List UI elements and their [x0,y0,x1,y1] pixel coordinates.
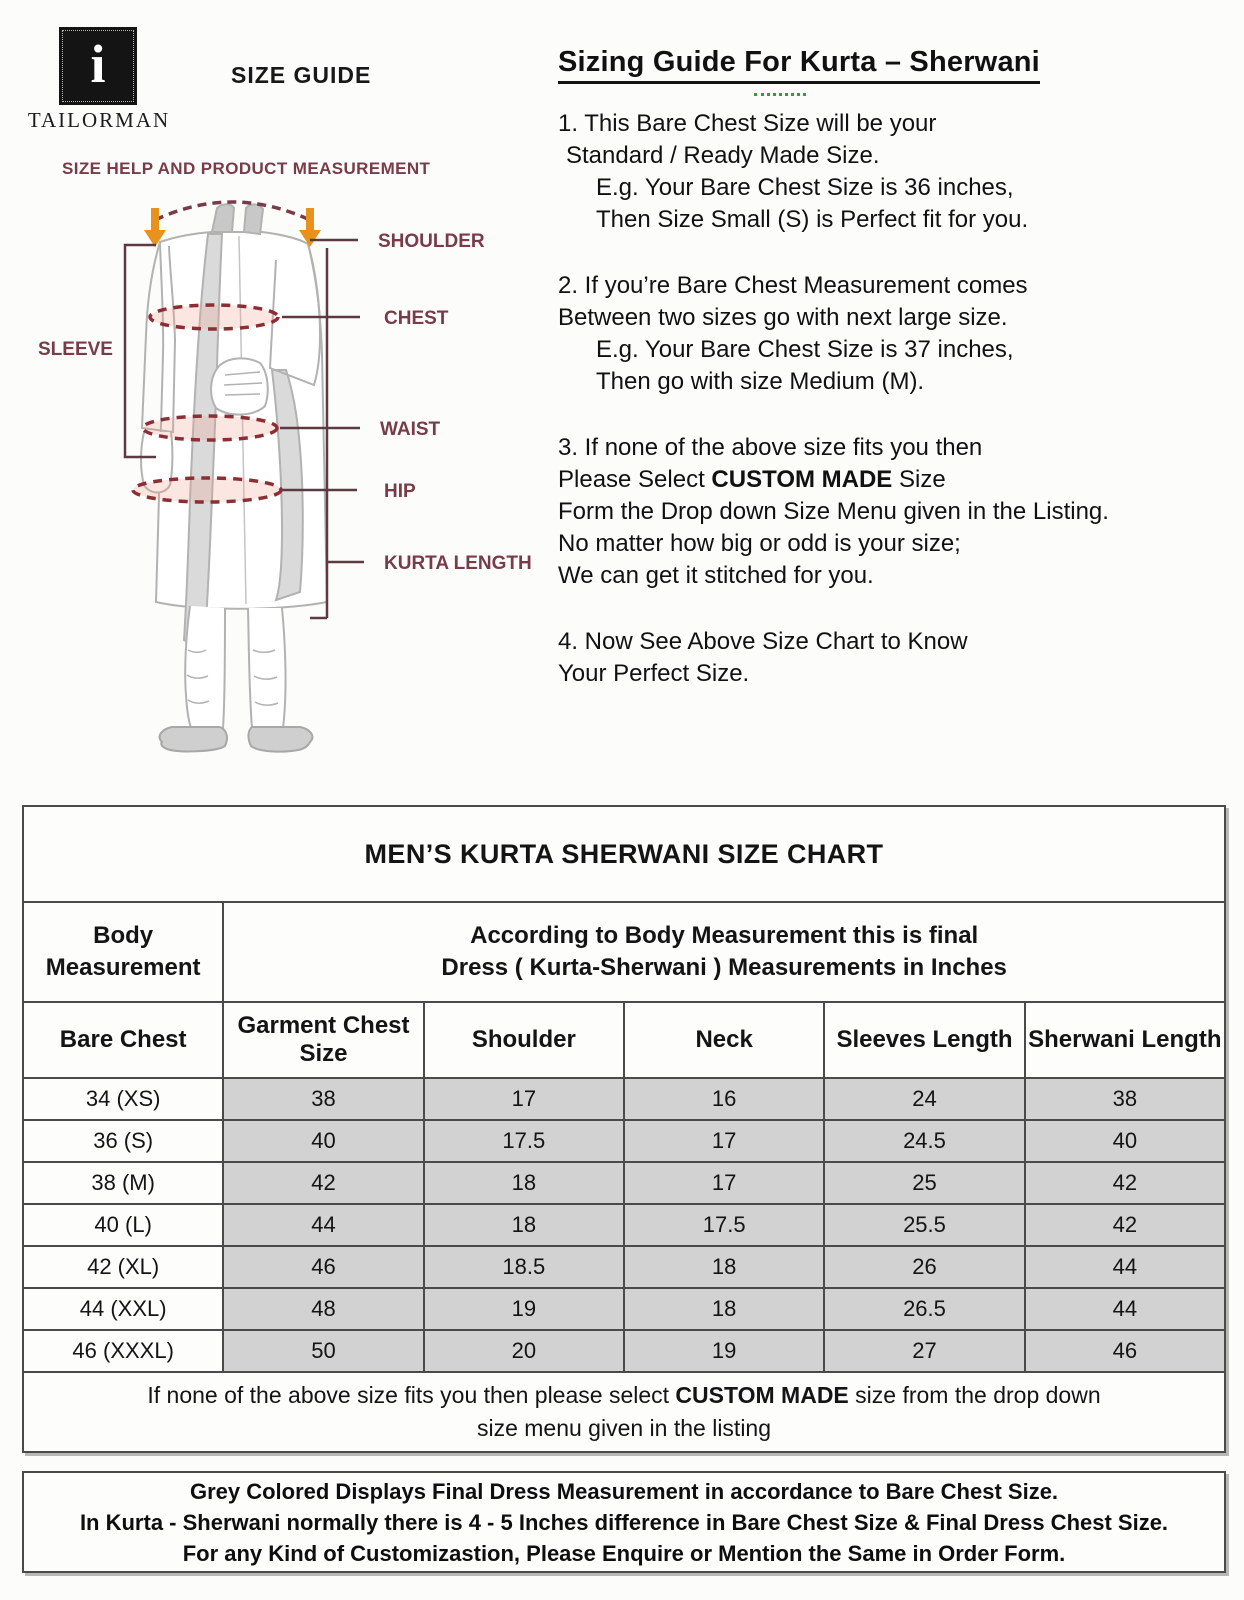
size-cell: 44 (XXL) [23,1288,223,1330]
custom-made-emphasis: CUSTOM MADE [711,466,893,493]
step-1-line: Then Size Small (S) is Perfect fit for you. [596,206,1029,233]
value-cell: 17 [424,1078,624,1120]
value-cell: 26.5 [824,1288,1024,1330]
value-cell: 38 [1025,1078,1225,1120]
value-cell: 20 [424,1330,624,1372]
table-row [23,1120,1225,1162]
step-2-line: Then go with size Medium (M). [596,368,925,395]
size-cell: 40 (L) [23,1204,223,1246]
column-header: Garment Chest Size [223,1002,423,1078]
value-cell: 18 [424,1162,624,1204]
grey-color-note-box [22,1471,1226,1573]
table-row [23,1162,1225,1204]
value-cell: 48 [223,1288,423,1330]
step-2-line: Between two sizes go with next large size. [558,304,1008,331]
value-cell: 40 [223,1120,423,1162]
value-cell: 46 [223,1246,423,1288]
step-3 [558,432,1244,592]
value-cell: 24.5 [824,1120,1024,1162]
value-cell: 18 [624,1288,824,1330]
table-row [23,1204,1225,1246]
step-1-line: 1. This Bare Chest Size will be your [558,110,937,137]
custom-made-emphasis: CUSTOM MADE [675,1382,849,1408]
value-cell: 42 [223,1162,423,1204]
size-guide-heading: SIZE GUIDE [231,62,372,88]
chart-title: MEN’S KURTA SHERWANI SIZE CHART [23,806,1225,902]
value-cell: 27 [824,1330,1024,1372]
value-cell: 42 [1025,1204,1225,1246]
step-4-line: 4. Now See Above Size Chart to Know [558,628,968,655]
step-3-line: We can get it stitched for you. [558,562,874,589]
custom-made-note-row [23,1372,1225,1452]
kurta-measurement-diagram [20,180,545,780]
value-cell: 18 [624,1246,824,1288]
step-3-line: Form the Drop down Size Menu given in the Listing. [558,498,1109,525]
brand-name: TAILORMAN [27,108,171,132]
hip-label: HIP [384,481,416,502]
value-cell: 42 [1025,1162,1225,1204]
step-2-line: E.g. Your Bare Chest Size is 37 inches, [596,336,1014,363]
value-cell: 50 [223,1330,423,1372]
table-row [23,1330,1225,1372]
spellcheck-squiggle [754,92,806,96]
size-cell: 42 (XL) [23,1246,223,1288]
size-cell: 36 (S) [23,1120,223,1162]
column-header-row [23,1002,1225,1078]
shoulder-label: SHOULDER [378,231,485,252]
value-cell: 44 [1025,1246,1225,1288]
step-3-line: Please Select CUSTOM MADE Size [558,466,946,493]
value-cell: 44 [1025,1288,1225,1330]
hip-ellipse [133,478,281,502]
step-4 [558,626,1244,690]
column-header: Shoulder [424,1002,624,1078]
size-chart-table [22,805,1226,1453]
step-3-line: No matter how big or odd is your size; [558,530,961,557]
step-1-line: Standard / Ready Made Size. [566,142,880,169]
value-cell: 38 [223,1078,423,1120]
chest-ellipse [150,305,278,329]
sleeve-label: SLEEVE [38,339,113,360]
logo-i-icon: i [90,34,106,94]
body-measurement-header: Body Measurement [23,902,223,1002]
value-cell: 18 [424,1204,624,1246]
guide-title-wrap [558,46,1244,84]
value-cell: 25 [824,1162,1024,1204]
step-4-line: Your Perfect Size. [558,660,750,687]
table-row [23,1246,1225,1288]
chart-subheader-row [23,902,1225,1002]
value-cell: 26 [824,1246,1024,1288]
value-cell: 24 [824,1078,1024,1120]
guide-title: Sizing Guide For Kurta – Sherwani [558,46,1040,84]
value-cell: 17 [624,1120,824,1162]
value-cell: 17.5 [424,1120,624,1162]
step-1 [558,108,1244,236]
column-header: Neck [624,1002,824,1078]
waist-ellipse [143,416,277,440]
column-header: Bare Chest [23,1002,223,1078]
sizing-instructions [558,46,1244,690]
kurta-length-label: KURTA LENGTH [384,553,532,574]
column-header: Sherwani Length [1025,1002,1225,1078]
value-cell: 17.5 [624,1204,824,1246]
waist-label: WAIST [380,419,441,440]
size-cell: 46 (XXXL) [23,1330,223,1372]
step-3-line: 3. If none of the above size fits you then [558,434,983,461]
diagram-heading: SIZE HELP AND PRODUCT MEASUREMENT [62,159,431,178]
note-line: In Kurta - Sherwani normally there is 4 - 5 Inches difference in Bare Chest Size & Final Dress Chest Size. [79,1509,1169,1535]
step-1-line: E.g. Your Bare Chest Size is 36 inches, [596,174,1014,201]
chest-label: CHEST [384,308,449,329]
value-cell: 18.5 [424,1246,624,1288]
value-cell: 25.5 [824,1204,1024,1246]
value-cell: 44 [223,1204,423,1246]
step-2-line: 2. If you’re Bare Chest Measurement comes [558,272,1028,299]
value-cell: 16 [624,1078,824,1120]
size-cell: 38 (M) [23,1162,223,1204]
value-cell: 17 [624,1162,824,1204]
note-line: For any Kind of Customizastion, Please Enquire or Mention the Same in Order Form. [182,1540,1066,1566]
step-2 [558,270,1244,398]
column-header: Sleeves Length [824,1002,1024,1078]
table-row [23,1288,1225,1330]
tailorman-logo [59,27,137,105]
dress-measurement-note: According to Body Measurement this is final Dress ( Kurta-Sherwani ) Measurements in Inches [223,902,1225,1002]
value-cell: 46 [1025,1330,1225,1372]
value-cell: 19 [624,1330,824,1372]
note-line: Grey Colored Displays Final Dress Measurement in accordance to Bare Chest Size. [189,1478,1059,1504]
table-row [23,1078,1225,1120]
value-cell: 19 [424,1288,624,1330]
custom-made-note: If none of the above size fits you then please select CUSTOM MADE size from the drop down size menu given in the listing [23,1372,1225,1452]
chart-title-row [23,806,1225,902]
value-cell: 40 [1025,1120,1225,1162]
size-cell: 34 (XS) [23,1078,223,1120]
